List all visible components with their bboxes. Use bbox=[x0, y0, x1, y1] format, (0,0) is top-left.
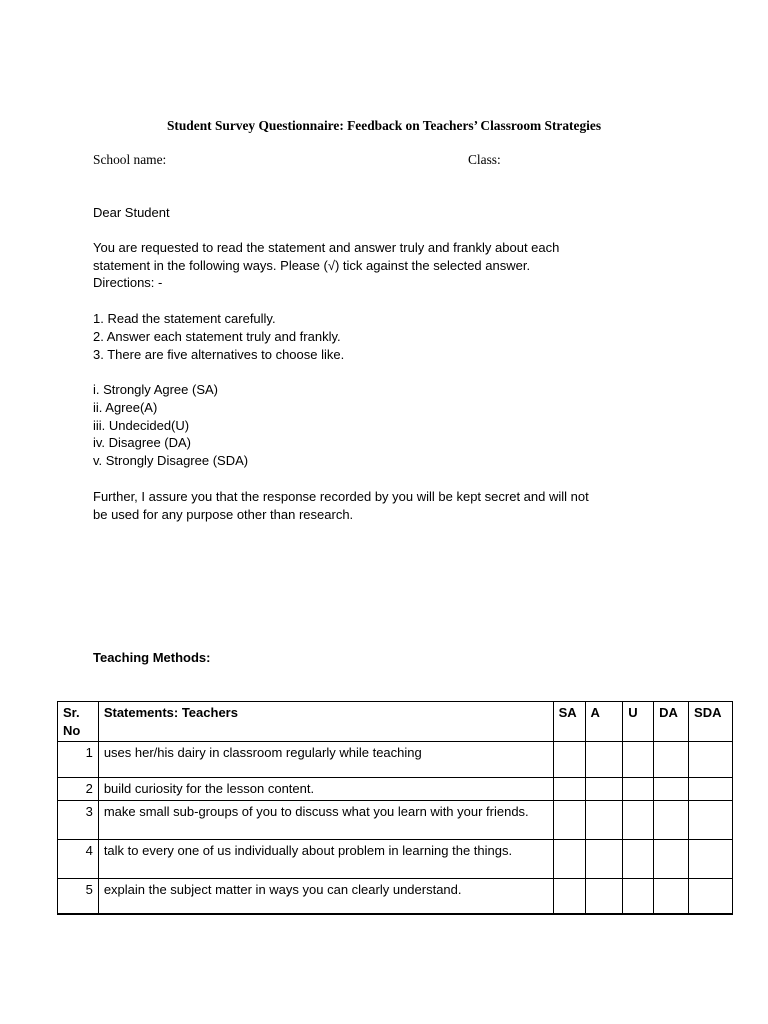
class-field: Class: bbox=[468, 152, 501, 167]
row-statement: explain the subject matter in ways you can clearly understand. bbox=[98, 878, 553, 914]
response-cell-da[interactable] bbox=[654, 778, 689, 801]
table-row bbox=[58, 878, 733, 914]
section-heading: Teaching Methods: bbox=[93, 650, 211, 665]
assurance-line: Further, I assure you that the response recorded by you will be kept secret and will not bbox=[93, 489, 589, 504]
row-number: 2 bbox=[58, 778, 99, 801]
header-da: DA bbox=[654, 702, 689, 742]
response-cell-da[interactable] bbox=[654, 878, 689, 914]
document-title: Student Survey Questionnaire: Feedback on Teachers’ Classroom Strategies bbox=[166, 118, 602, 133]
response-cell-a[interactable] bbox=[585, 878, 623, 914]
response-cell-sa[interactable] bbox=[553, 778, 585, 801]
response-cell-u[interactable] bbox=[623, 839, 654, 878]
header-statement: Statements: Teachers bbox=[98, 702, 553, 742]
response-cell-u[interactable] bbox=[623, 800, 654, 839]
row-statement: build curiosity for the lesson content. bbox=[98, 778, 553, 801]
survey-table bbox=[57, 701, 733, 915]
step-item: 3. There are five alternatives to choose like. bbox=[93, 346, 345, 362]
response-cell-u[interactable] bbox=[623, 778, 654, 801]
assurance-line: be used for any purpose other than research. bbox=[93, 506, 354, 522]
row-statement: make small sub-groups of you to discuss what you learn with your friends. bbox=[98, 800, 553, 839]
step-item: 2. Answer each statement truly and frankly. bbox=[93, 328, 341, 344]
option-item: iii. Undecided(U) bbox=[93, 417, 190, 433]
response-cell-sda[interactable] bbox=[689, 878, 733, 914]
directions-label bbox=[93, 274, 653, 292]
option-item: ii. Agree(A) bbox=[93, 399, 158, 415]
response-cell-sda[interactable] bbox=[689, 742, 733, 778]
response-cell-a[interactable] bbox=[585, 742, 623, 778]
row-statement: talk to every one of us individually about problem in learning the things. bbox=[98, 839, 553, 878]
row-number: 1 bbox=[58, 742, 99, 778]
response-cell-da[interactable] bbox=[654, 742, 689, 778]
intro-paragraph bbox=[93, 239, 653, 275]
table-row bbox=[58, 742, 733, 778]
response-cell-sa[interactable] bbox=[553, 878, 585, 914]
response-cell-a[interactable] bbox=[585, 800, 623, 839]
response-cell-sda[interactable] bbox=[689, 778, 733, 801]
salutation bbox=[93, 204, 653, 222]
response-cell-da[interactable] bbox=[654, 839, 689, 878]
row-statement: uses her/his dairy in classroom regularly while teaching bbox=[98, 742, 553, 778]
header-sa: SA bbox=[553, 702, 585, 742]
salutation-text: Dear Student bbox=[93, 205, 170, 220]
row-number: 5 bbox=[58, 878, 99, 914]
steps-list bbox=[93, 310, 653, 363]
intro-line: statement in the following ways. Please (√) tick against the selected answer. bbox=[93, 257, 531, 273]
response-cell-sa[interactable] bbox=[553, 742, 585, 778]
assurance-paragraph bbox=[93, 488, 653, 524]
response-cell-da[interactable] bbox=[654, 800, 689, 839]
header-sda: SDA bbox=[689, 702, 733, 742]
table-row bbox=[58, 839, 733, 878]
intro-line: You are requested to read the statement and answer truly and frankly about each bbox=[93, 240, 560, 255]
option-item: v. Strongly Disagree (SDA) bbox=[93, 453, 249, 469]
table-row bbox=[58, 800, 733, 839]
header-u: U bbox=[623, 702, 654, 742]
response-cell-u[interactable] bbox=[623, 878, 654, 914]
directions-text: Directions: - bbox=[93, 275, 163, 290]
header-sr-no: Sr. No bbox=[58, 702, 99, 742]
response-cell-a[interactable] bbox=[585, 839, 623, 878]
options-list bbox=[93, 381, 653, 470]
response-cell-a[interactable] bbox=[585, 778, 623, 801]
row-number: 3 bbox=[58, 800, 99, 839]
header-a: A bbox=[585, 702, 623, 742]
table-header-row bbox=[58, 702, 733, 742]
response-cell-u[interactable] bbox=[623, 742, 654, 778]
response-cell-sa[interactable] bbox=[553, 800, 585, 839]
response-cell-sda[interactable] bbox=[689, 800, 733, 839]
response-cell-sda[interactable] bbox=[689, 839, 733, 878]
step-item: 1. Read the statement carefully. bbox=[93, 311, 276, 326]
response-cell-sa[interactable] bbox=[553, 839, 585, 878]
table-row bbox=[58, 778, 733, 801]
option-item: iv. Disagree (DA) bbox=[93, 435, 192, 451]
row-number: 4 bbox=[58, 839, 99, 878]
school-name-field: School name: bbox=[93, 152, 167, 167]
option-item: i. Strongly Agree (SA) bbox=[93, 382, 218, 397]
